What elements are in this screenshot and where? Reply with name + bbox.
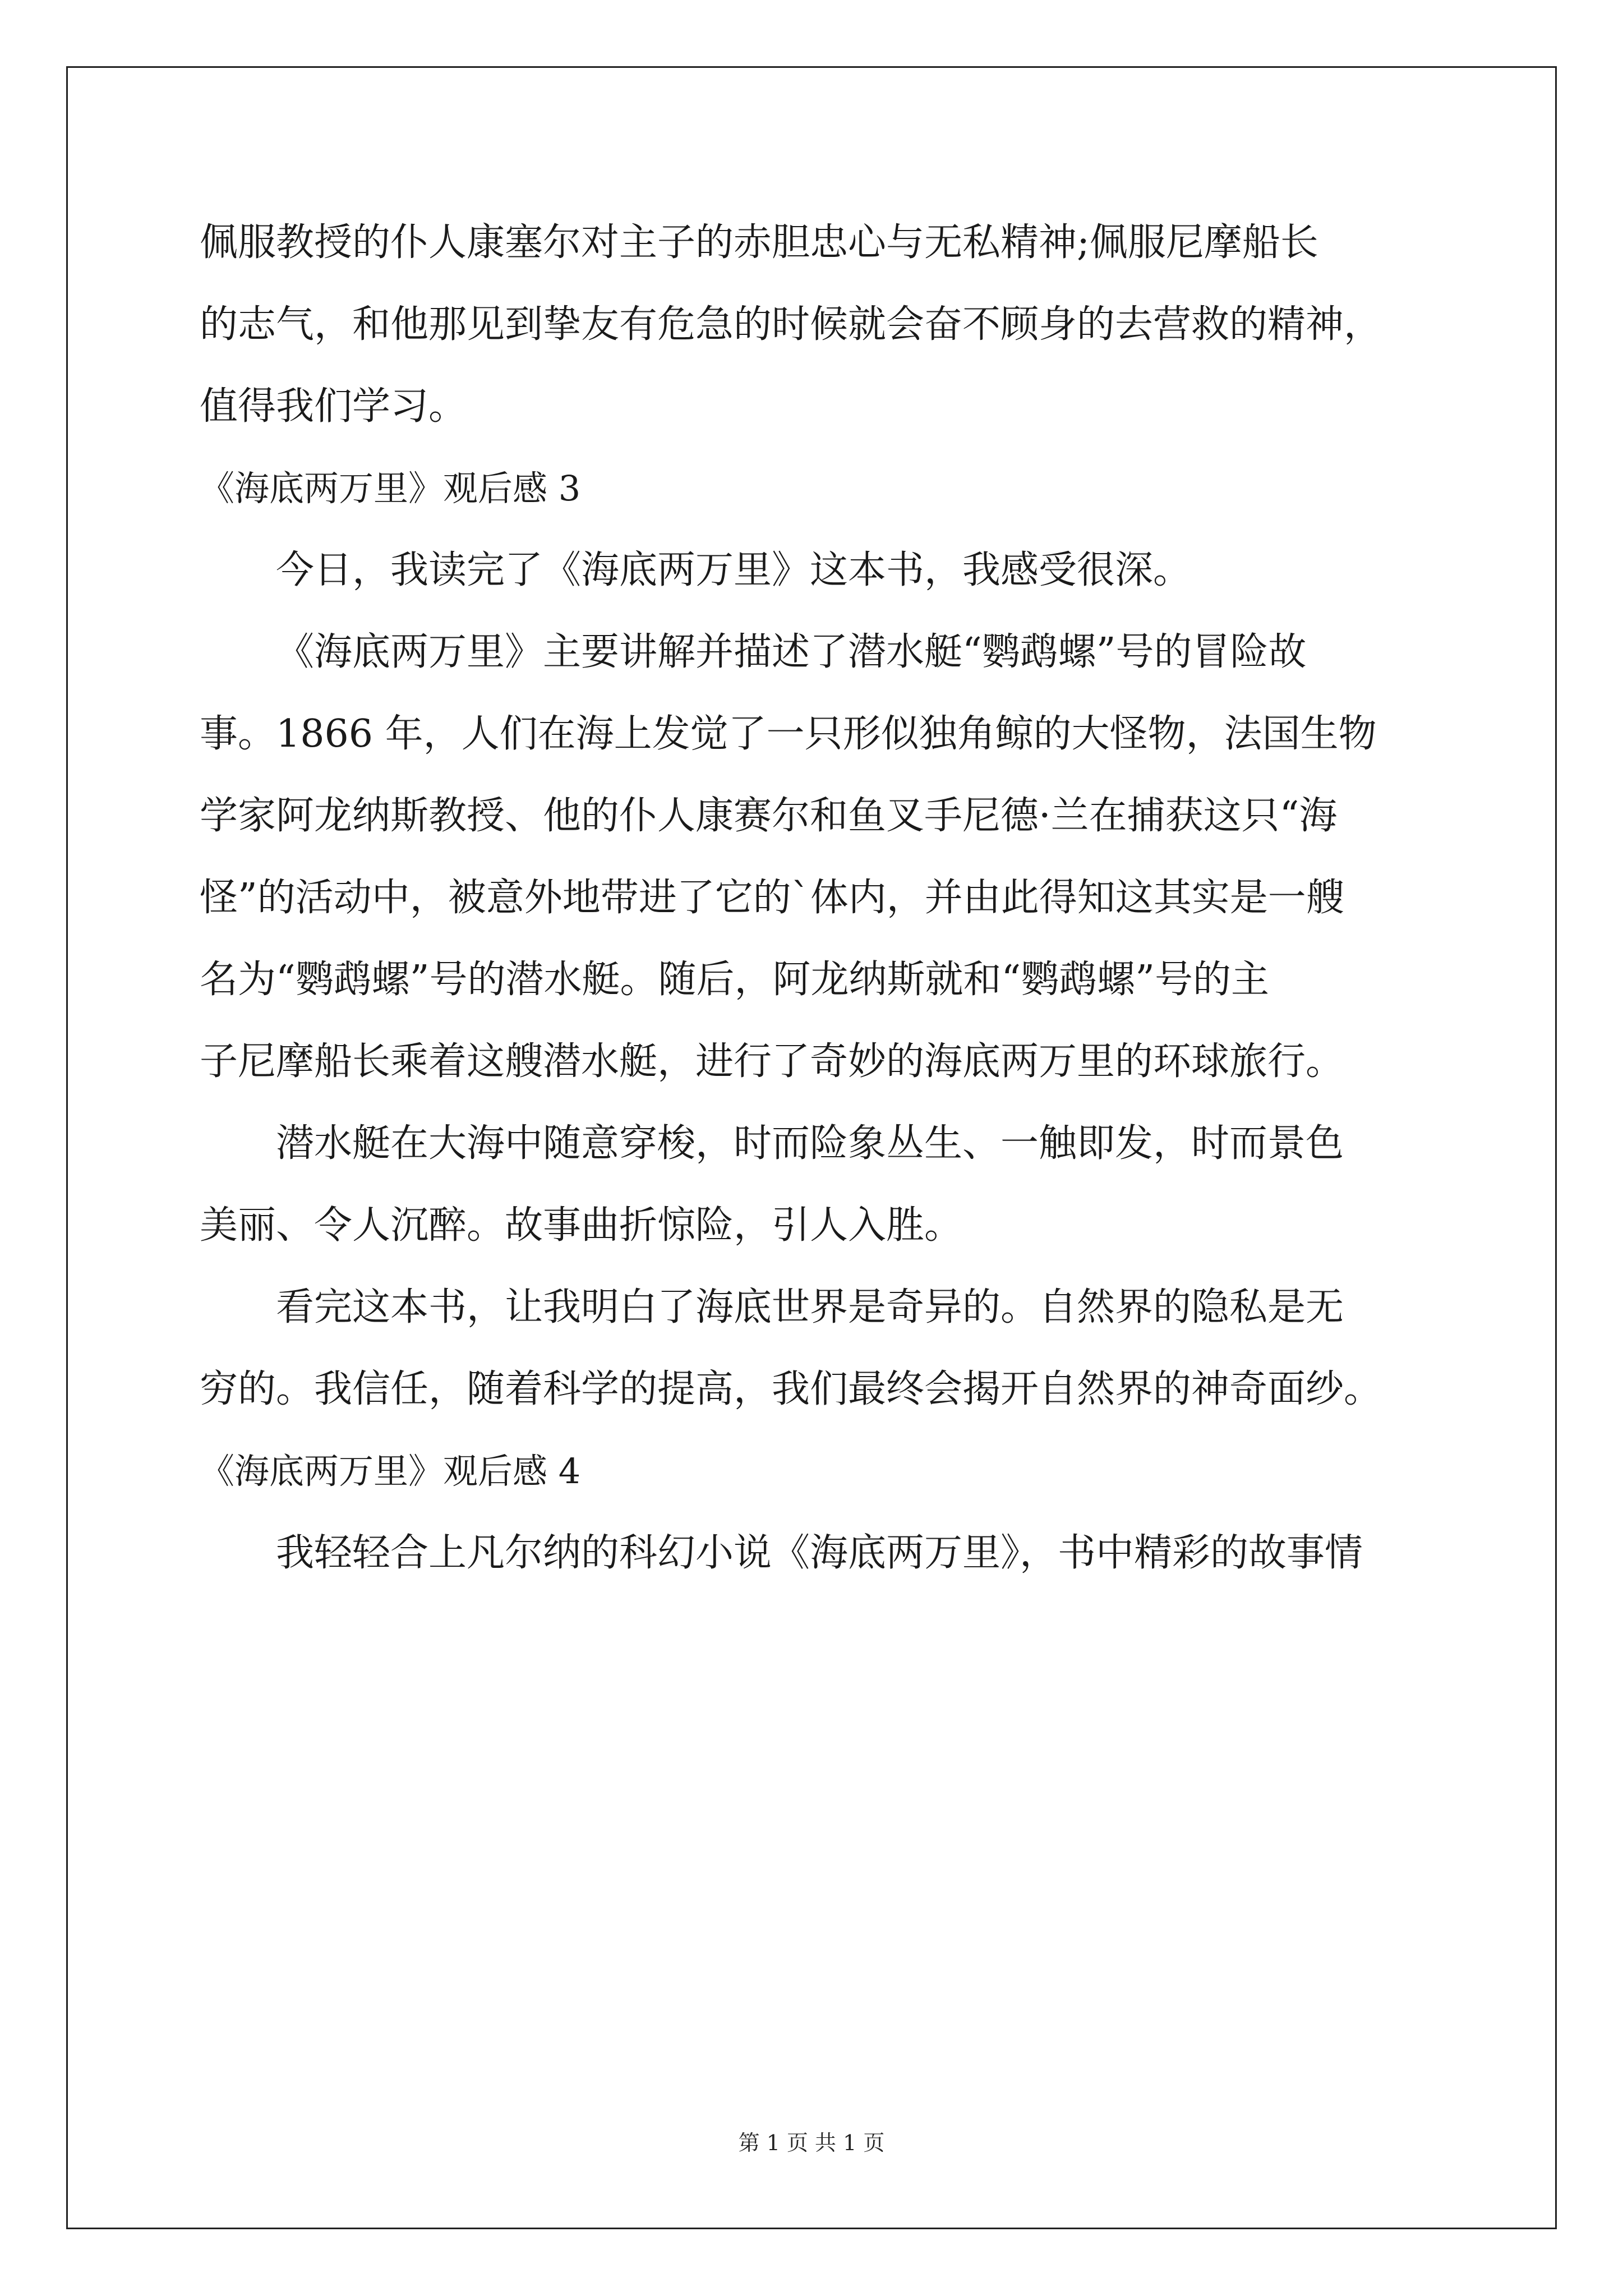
text-line: 怪”的活动中，被意外地带进了它的`体内，并由此得知这其实是一艘 [200,876,1344,920]
document-body [200,202,1433,1594]
text-line: 潜水艇在大海中随意穿梭，时而险象丛生、一触即发，时而景色 [276,1121,1344,1166]
text-line: 子尼摩船长乘着这艘潜水艇，进行了奇妙的海底两万里的环球旅行。 [200,1039,1344,1084]
page-number-footer: 第 1 页 共 1 页 [738,2131,885,2155]
text-line: 《海底两万里》主要讲解并描述了潜水艇“鹦鹉螺”号的冒险故 [276,630,1307,674]
text-line: 学家阿龙纳斯教授、他的仆人康赛尔和鱼叉手尼德·兰在捕获这只“海 [200,794,1338,838]
text-line: 事。1866 年，人们在海上发觉了一只形似独角鲸的大怪物，法国生物 [200,712,1377,756]
text-line: 佩服教授的仆人康塞尔对主子的赤胆忠心与无私精神;佩服尼摩船长 [200,220,1318,265]
text-line: 值得我们学习。 [200,384,467,429]
text-line: 看完这本书，让我明白了海底世界是奇异的。自然界的隐私是无 [276,1285,1344,1329]
text-line: 的志气，和他那见到挚友有危急的时候就会奋不顾身的去营救的精神， [200,302,1382,347]
text-line: 今日，我读完了《海底两万里》这本书，我感受很深。 [276,548,1192,592]
text-line: 穷的。我信任，随着科学的提高，我们最终会揭开自然界的神奇面纱。 [200,1367,1382,1411]
section-heading: 《海底两万里》观后感 3 [200,468,581,509]
text-line: 我轻轻合上凡尔纳的科幻小说《海底两万里》，书中精彩的故事情 [276,1531,1363,1575]
section-heading: 《海底两万里》观后感 4 [200,1451,581,1492]
text-line: 名为“鹦鹉螺”号的潜水艇。随后，阿龙纳斯就和“鹦鹉螺”号的主 [200,958,1270,1002]
text-line: 美丽、令人沉醉。故事曲折惊险，引人入胜。 [200,1203,963,1248]
